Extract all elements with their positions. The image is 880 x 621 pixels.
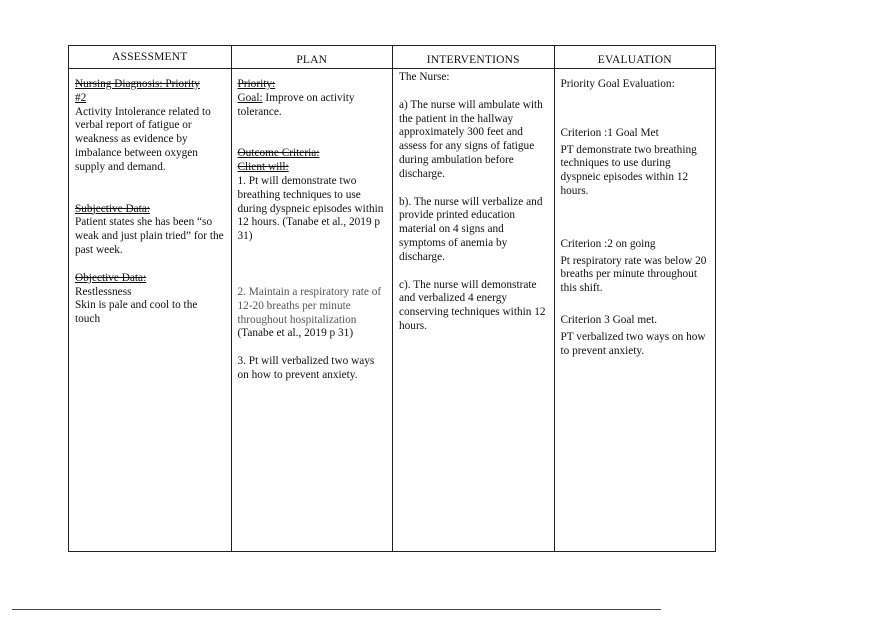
- interventions-header: INTERVENTIONS: [393, 46, 554, 69]
- outcome-criterion-2: 2. Maintain a respiratory rate of 12-20 breaths per minute throughout hospitalization: [237, 285, 382, 326]
- objective-data-heading: Objective Data:: [75, 271, 147, 284]
- intervention-b: b). The nurse will verbalize and provide printed education material on 4 signs and symptoms of anemia by discharge.: [399, 195, 543, 263]
- plan-column: [231, 46, 393, 551]
- nursing-diagnosis-text: Activity Intolerance related to verbal report of fatigue or weakness as evidence by imbalance between oxygen supply and demand.: [75, 105, 211, 173]
- subjective-data-text: Patient states she has been “so weak and just plain tried” for the past week.: [75, 216, 224, 256]
- outcome-criterion-2-reference: (Tanabe et al., 2019 p 31): [237, 327, 354, 340]
- care-plan-table: [68, 45, 716, 552]
- criterion-3-status: Criterion 3 Goal met.: [560, 313, 658, 326]
- evaluation-column: [554, 46, 716, 551]
- goal-label: Goal:: [237, 91, 263, 104]
- footer-divider: [12, 609, 661, 610]
- plan-header: PLAN: [232, 46, 393, 69]
- objective-data-item: Skin is pale and cool to the touch: [75, 299, 198, 326]
- outcome-criterion-3: 3. Pt will verbalized two ways on how to prevent anxiety.: [237, 355, 375, 381]
- nursing-diagnosis-heading: Nursing Diagnosis: Priority: [75, 78, 200, 90]
- criterion-2-status: Criterion :2 on going: [560, 237, 656, 250]
- criterion-1-status: Criterion :1 Goal Met: [560, 126, 659, 139]
- intervention-a: a) The nurse will ambulate with the patient in the hallway approximately 300 feet and assess for any signs of fatigue during ambulation before discharge.: [399, 98, 543, 180]
- assessment-cell: [69, 69, 231, 327]
- assessment-header: ASSESSMENT: [69, 46, 231, 69]
- interventions-column: [392, 46, 554, 551]
- outcome-criterion-1: 1. Pt will demonstrate two breathing techniques to use during dyspneic episodes within 12 hours. (Tanabe et al., 2019 p 31): [237, 174, 384, 243]
- criterion-1-text: PT demonstrate two breathing techniques to use during dyspneic episodes within 12 hours.: [560, 143, 697, 197]
- goal-text: Improve on activity tolerance.: [237, 91, 355, 118]
- outcome-criteria-heading: Outcome Criteria:: [237, 147, 320, 160]
- subjective-data-heading: Subjective Data:: [75, 202, 150, 215]
- priority-heading: Priority:: [237, 78, 276, 90]
- interventions-cell: [393, 69, 554, 334]
- interventions-intro: The Nurse:: [399, 71, 450, 83]
- evaluation-heading: Priority Goal Evaluation:: [560, 78, 675, 90]
- criterion-2-text: Pt respiratory rate was below 20 breaths per minute throughout this shift.: [560, 254, 707, 295]
- assessment-column: [69, 46, 231, 551]
- nursing-diagnosis-priority: #2: [75, 91, 87, 104]
- evaluation-header: EVALUATION: [555, 46, 716, 69]
- criterion-3-text: PT verbalized two ways on how to prevent anxiety.: [560, 330, 706, 357]
- objective-data-item: Restlessness: [75, 285, 132, 298]
- plan-cell: [232, 69, 393, 383]
- evaluation-cell: [555, 69, 716, 358]
- client-will-heading: Client will:: [237, 161, 289, 174]
- intervention-c: c). The nurse will demonstrate and verbalized 4 energy conserving techniques within 12 hours.: [399, 278, 546, 332]
